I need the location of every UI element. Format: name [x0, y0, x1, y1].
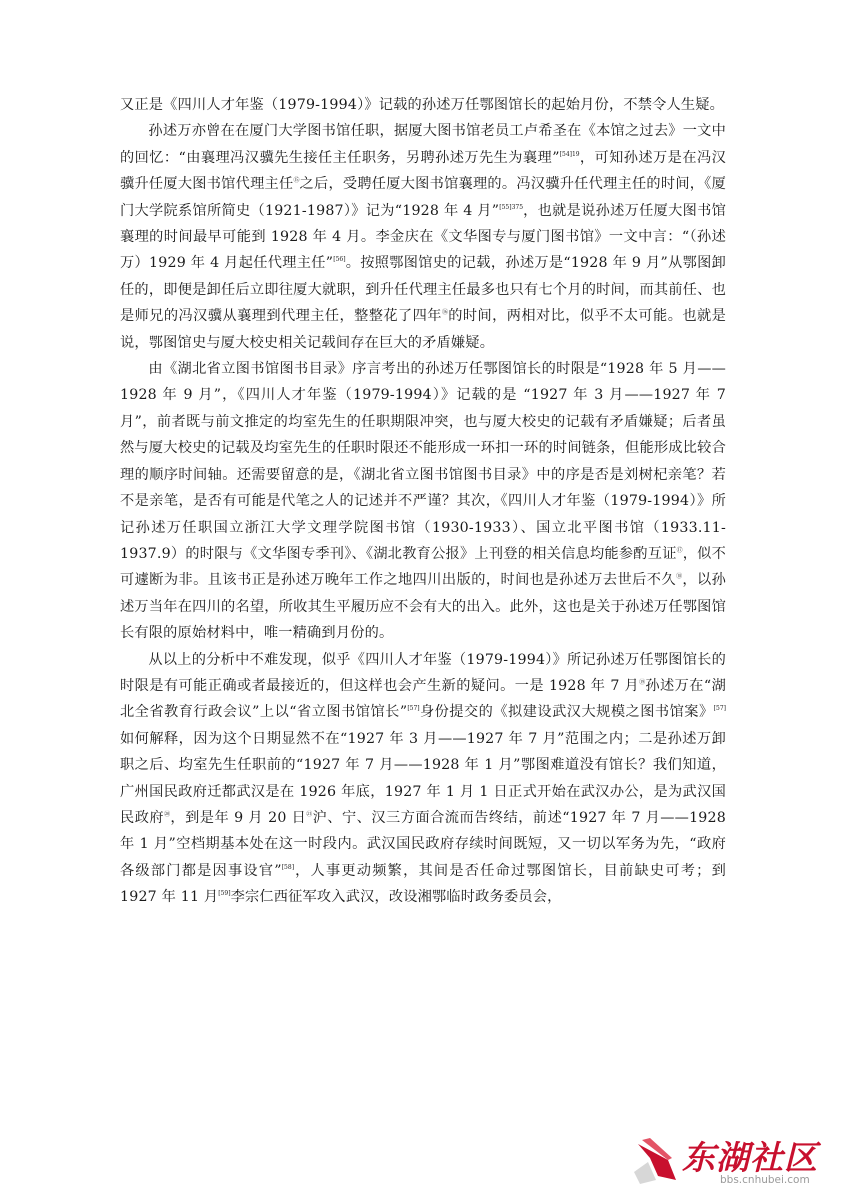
text-run: 李宗仁西征军攻入武汉，改设湘鄂临时政务委员会，: [230, 889, 562, 906]
citation-marker: ⑰: [676, 546, 683, 554]
text-run: 孙述万在“湖北全省教育行政会议”上以“省立图书馆馆长”: [120, 677, 726, 721]
paragraph-2: [120, 118, 726, 356]
text-run: 由《湖北省立图书馆图书目录》序言考出的孙述万任鄂图馆长的时限是“1928 年 5 月——1928 年 9 月”，《四川人才年鉴（1979-1994）》记载的是 “1927 年 3 月——1927 年 7 月”，前者既与前文推定的均室先生的任职期限冲突，也与厦大校史的记载有矛盾嫌疑；后者虽然与厦大校史的记载及均室先生的任职时限还不能形成一环扣一环的时间链条，但能形成比较合理的顺序时间轴。还需要留意的是，《湖北省立图书馆图书目录》中的序是否是刘树杞亲笔？若不是亲笔，是否有可能是代笔之人的记述并不严谨？其次，《四川人才年鉴（1979-1994）》所记孙述万任职国立浙江大学文理学院图书馆（1930-1933）、国立北平图书馆（1933.11-1937.9）的时限与《文华图专季刊》、《湖北教育公报》上刊登的相关信息均能参酌互证: [120, 361, 726, 562]
paragraph-3: [120, 356, 726, 646]
text-run: 又正是《四川人才年鉴（1979-1994）》记载的孙述万任鄂图馆长的起始月份，不禁令人生疑。: [120, 97, 725, 113]
text-run: ，可知孙述万是在冯汉骥升任厦大图书馆代理主任: [120, 149, 726, 193]
citation-marker: [56]: [333, 256, 346, 264]
text-run: 之后，受聘任厦大图书馆襄理的。冯汉骥升任代理主任的时间，《厦门大学院系馆所简史（1921-1987）》记为“1928 年 4 月”: [120, 176, 726, 219]
text-run: ，似不可遽断为非。且该书正是孙述万晚年工作之地四川出版的，时间也是孙述万去世后不久: [120, 545, 726, 589]
citation-marker: [57]: [713, 705, 726, 713]
text-run: 如何解释，因为这个日期显然不在“1927 年 3 月——1927 年 7 月”范围之内；二是孙述万卸职之后、均室先生任职前的“1927 年 7 月——1928 年 1 月”鄂图难道没有馆长？我们知道，广州国民政府迁都武汉是在 1926 年底，1927 年 1 月 1 日正式开始在武汉办公，是为武汉国民政府: [120, 730, 726, 826]
text-run: ，到是年 9 月 20 日: [170, 809, 307, 826]
citation-marker: [57]: [407, 705, 420, 713]
text-run: 的时间，两相对比，似乎不太可能。也就是说，鄂图馆史与厦大校史相关记载间存在巨大的矛盾嫌疑。: [120, 308, 726, 351]
citation-marker: ㉑: [306, 810, 313, 818]
watermark-url: bbs.cnhubei.com: [720, 1174, 810, 1186]
text-run: 孙述万亦曾在在厦门大学图书馆任职，据厦大图书馆老员工卢希圣在《本馆之过去》一文中的回忆：“由襄理冯汉骥先生接任主任职务，另聘孙述万先生为襄理”: [120, 123, 726, 166]
text-run: ，人事更动频繁，其间是否任命过鄂图馆长，目前缺史可考；到 1927 年 11 月: [120, 862, 726, 906]
watermark-title: 东湖社区: [682, 1138, 818, 1177]
text-run: 沪、宁、汉三方面合流而告终结，前述“1927 年 7 月——1928 年 1 月”空档期基本处在这一时段内。武汉国民政府存续时间既短，又一切以军务为先，“政府各级部门都是因事设官”: [120, 809, 726, 879]
text-run: 从以上的分析中不难发现，似乎《四川人才年鉴（1979-1994）》所记孙述万任鄂图馆长的时限是有可能正确或者最接近的，但这样也会产生新的疑问。一是 1928 年 7 月: [120, 651, 726, 694]
citation-marker: ⑯: [441, 309, 449, 317]
citation-marker: ⑱: [676, 573, 683, 581]
citation-marker: ⑲: [639, 678, 646, 686]
watermark-logo-icon: [628, 1132, 682, 1186]
citation-marker: ⑮: [293, 177, 300, 185]
paragraph-4: [120, 647, 726, 911]
paragraph-1: [120, 92, 726, 118]
citation-marker: ⑳: [164, 810, 171, 818]
citation-marker: [55]375: [499, 203, 524, 211]
text-run: 身份提交的《拟建设武汉大规模之图书馆案》: [419, 704, 714, 721]
citation-marker: [54]19: [559, 150, 580, 158]
document-page: [120, 92, 726, 911]
citation-marker: [59]: [218, 890, 231, 898]
citation-marker: [58]: [281, 863, 295, 871]
text-run: ，以孙述万当年在四川的名望，所收其生平履历应不会有大的出入。此外，这也是关于孙述万任鄂图馆长有限的原始材料中，唯一精确到月份的。: [120, 572, 726, 642]
text-run: ，也就是说孙述万任厦大图书馆襄理的时间最早可能到 1928 年 4 月。李金庆在《文华图专与厦门图书馆》一文中言：“（孙述万）1929 年 4 月起任代理主任”: [120, 202, 726, 272]
site-watermark: [628, 1126, 828, 1190]
text-run: 。按照鄂图馆史的记载，孙述万是“1928 年 9 月”从鄂图卸任的，即便是卸任后立即往厦大就职，到升任代理主任最多也只有七个月的时间，而其前任、也是师兄的冯汉骥从襄理到代理主任，整整花了四年: [120, 255, 727, 325]
